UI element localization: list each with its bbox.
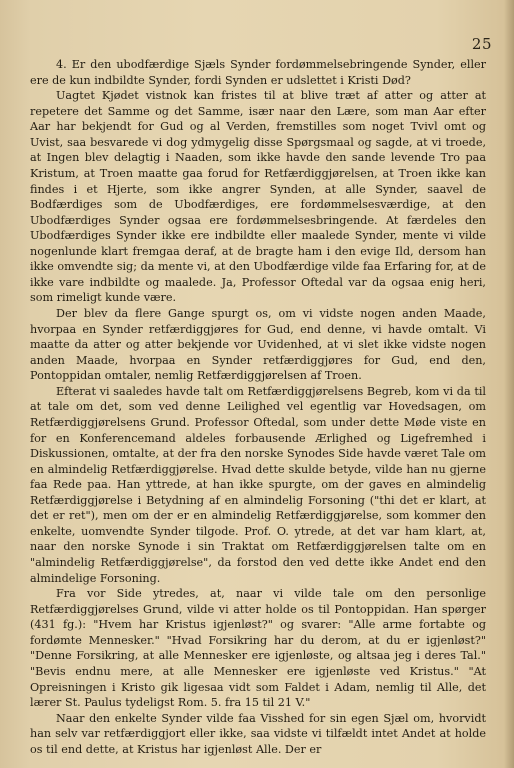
paragraph: Der blev da flere Gange spurgt os, om vi vidste nogen anden Maade, hvorpaa en Synder retfærdiggjøres for Gud, end denne, vi havde omtalt. Vi maatte da atter og atter bekjende vor Uvidenhed, at vi slet ikke vidste nogen anden Maade, hvorpaa en Synder retfærdiggjøres for Gud, end den, Pontoppidan omtaler, nemlig Retfærdiggjørelsen af Troen. [30,307,486,383]
paragraph: Efterat vi saaledes havde talt om Retfærdiggjørelsens Begreb, kom vi da til at tale om det, som ved denne Leilighed vel egentlig var Hovedsagen, om Retfærdiggjørelsens Grund. Professor Oftedal, som under dette Møde viste en for en Konferencemand aldeles forbausende Ærlighed og Ligefremhed i Diskussionen, omtalte, at der fra den norske Synodes Side havde været Tale om en almindelig Retfærdiggjørelse. Hvad dette skulde betyde, vilde han nu gjerne faa Rede paa. Han yttrede, at han ikke spurgte, om der gaves en almindelig Retfærdiggjørelse i Betydning af en almindelig Forsoning ("thi det er klart, at det er ret"), men om der er en almindelig Retfærdiggjørelse, som kommer den enkelte, uomvendte Synder tilgode. Prof. O. ytrede, at det var ham klart, at, naar den norske Synode i sin Traktat om Retfærdiggjørelsen talte om en "almindelig Retfærdiggjørelse", da forstod den ved dette ikke Andet end den almindelige Forsoning. [30,384,486,585]
paragraph: Uagtet Kjødet vistnok kan fristes til at blive træt af atter og atter at repetere det Samme og det Samme, især naar den Lære, som man Aar efter Aar har bekjendt for Gud og al Verden, fremstilles som noget Tvivl omt og Uvist, saa besvarede vi dog ydmygelig disse Spørgsmaal og sagde, at vi troede, at Ingen blev delagtig i Naaden, som ikke havde den sande levende Tro paa Kristum, at Troen maatte gaa forud for Retfærdiggjørelsen, at Troen ikke kan findes i et Hjerte, som ikke angrer Synden, at alle Synder, saavel de Bodfærdiges som de Ubodfærdiges, ere fordømmelsesværdige, at den Ubodfærdiges Synder ogsaa ere fordømmelsesbringende. At færdeles den Ubodfærdiges Synder ikke ere indbildte eller maalede Synder, mente vi vilde nogenlunde klart fremgaa deraf, at de bragte ham i den evige Ild, dersom han ikke omvendte sig; da mente vi, at den Ubodfærdige vilde faa Erfaring for, at de ikke vare indbildte og maalede. Ja, Professor Oftedal var da ogsaa enig heri, som rimeligt kunde være. [30,89,486,305]
paragraph: 4. Er den ubodfærdige Sjæls Synder fordømmelsebringende Synder, eller ere de kun indbildte Synder, fordi Synden er udslettet i Kristi Død? [30,58,486,87]
paragraph: Naar den enkelte Synder vilde faa Visshed for sin egen Sjæl om, hvorvidt han selv var retfærdiggjort eller ikke, saa vidste vi tilfældt intet Andet at holde os til end dette, at Kristus har igjenløst Alle. Der er [30,711,486,756]
page-number: 25 [471,35,492,53]
page-gutter-shadow [504,0,514,768]
body-text [30,57,486,757]
paragraph: Fra vor Side ytredes, at, naar vi vilde tale om den personlige Retfærdiggjørelses Grund, vilde vi atter holde os til Pontoppidan. Han spørger (431 fg.): "Hvem har Kristus igjenløst?" og svarer: "Alle arme fortabte og fordømte Mennesker." "Hvad Forsikring har du derom, at du er igjenløst?" "Denne Forsikring, at alle Mennesker ere igjenløste, og altsaa jeg i deres Tal." "Bevis endnu mere, at alle Mennesker ere igjenløste ved Kristus." "At Opreisningen i Kristo gik ligesaa vidt som Faldet i Adam, nemlig til Alle, det lærer St. Paulus tydeligst Rom. 5. fra 15 til 21 V." [30,587,486,710]
